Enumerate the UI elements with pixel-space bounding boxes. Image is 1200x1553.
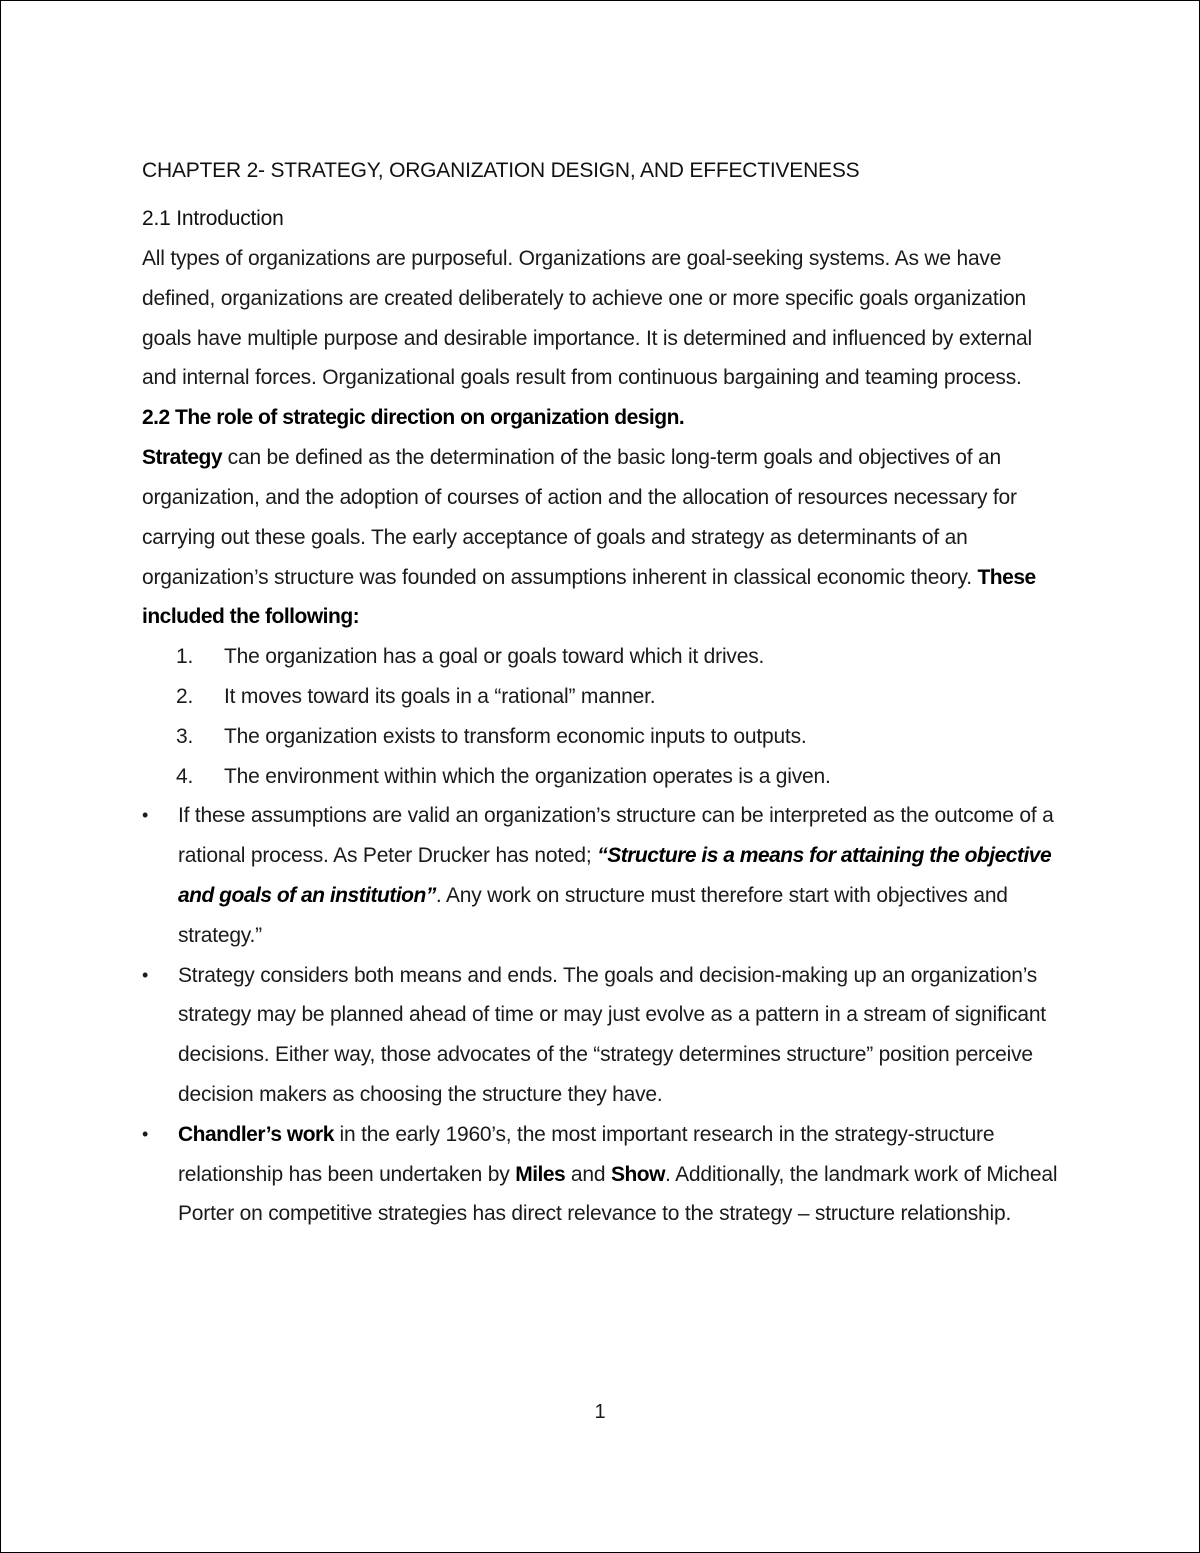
section-2-2-title bbox=[142, 398, 1062, 438]
section-2-2-title-text: 2.2 The role of strategic direction on organization design. bbox=[142, 406, 685, 430]
bullet-text-part3: . Additionally, the landmark work of Micheal Porter on competitive strategies has direct relevance to the strategy – structure relationship. bbox=[178, 1162, 1058, 1226]
list-item-number: 3. bbox=[176, 724, 194, 748]
list-item-number: 1. bbox=[176, 645, 194, 669]
bullet-list bbox=[142, 796, 1062, 1234]
chandler-work: Chandler’s work bbox=[178, 1122, 334, 1146]
bullet-icon: • bbox=[142, 805, 149, 826]
strategy-paragraph bbox=[142, 438, 1062, 637]
page-content bbox=[142, 151, 1062, 1234]
bullet-icon: • bbox=[142, 1123, 149, 1144]
chapter-title: CHAPTER 2- STRATEGY, ORGANIZATION DESIGN, AND EFFECTIVENESS bbox=[142, 159, 860, 182]
list-item-number: 2. bbox=[176, 684, 194, 708]
bullet-icon: • bbox=[142, 964, 149, 985]
strategy-lead-out: These included the following: bbox=[142, 565, 1036, 629]
list-item-text: The environment within which the organization operates is a given. bbox=[224, 764, 831, 788]
list-item-number: 4. bbox=[176, 764, 194, 788]
section-2-1-title: 2.1 Introduction bbox=[142, 207, 284, 230]
bullet-item-drucker bbox=[142, 796, 1062, 955]
drucker-quote: “Structure is a means for attaining the objective and goals of an institution” bbox=[178, 844, 1052, 907]
bullet-item-chandler bbox=[142, 1115, 1062, 1234]
bullet-text-before: If these assumptions are valid an organization’s structure can be interpreted as the outcome of a rational process. As Peter Drucker has noted; bbox=[178, 804, 1054, 868]
list-item-text: It moves toward its goals in a “rational” manner. bbox=[224, 684, 656, 708]
strategy-definition: can be defined as the determination of the basic long-term goals and objectives of an organization, and the adoption of courses of action and the allocation of resources necessary for carrying out these goals. The early acceptance of goals and strategy as determinants of an organization’s structure was founded on assumptions inherent in classical economic theory. bbox=[142, 446, 1017, 589]
show-name: Show bbox=[610, 1162, 665, 1186]
miles-name: Miles bbox=[515, 1162, 566, 1186]
page-number: 1 bbox=[594, 1401, 606, 1423]
list-item bbox=[142, 637, 1062, 677]
bullet-text-part1: in the early 1960’s, the most important research in the strategy-structure relationship has been undertaken by bbox=[178, 1122, 995, 1186]
list-item bbox=[142, 717, 1062, 757]
list-item-text: The organization has a goal or goals toward which it drives. bbox=[224, 645, 765, 669]
introduction-paragraph: All types of organizations are purposeful. Organizations are goal-seeking systems. As we have defined, organizations are created deliberately to achieve one or more specific goals organization goals have multiple purpose and desirable importance. It is determined and influenced by external and internal forces. Organizational goals result from continuous bargaining and teaming process. bbox=[142, 247, 1032, 390]
assumptions-list bbox=[142, 637, 1062, 796]
bullet-text: Strategy considers both means and ends. The goals and decision-making up an organization’s strategy may be planned ahead of time or may just evolve as a pattern in a stream of significant decisions. Either way, those advocates of the “strategy determines structure” position perceive decision makers as choosing the structure they have. bbox=[178, 963, 1046, 1106]
strategy-term: Strategy bbox=[142, 446, 223, 470]
bullet-text-after: . Any work on structure must therefore start with objectives and strategy.” bbox=[178, 883, 1008, 947]
bullet-text-part2: and bbox=[565, 1162, 611, 1186]
bullet-item-means-ends bbox=[142, 956, 1062, 1115]
list-item-text: The organization exists to transform economic inputs to outputs. bbox=[224, 724, 807, 748]
list-item bbox=[142, 757, 1062, 797]
list-item bbox=[142, 677, 1062, 717]
